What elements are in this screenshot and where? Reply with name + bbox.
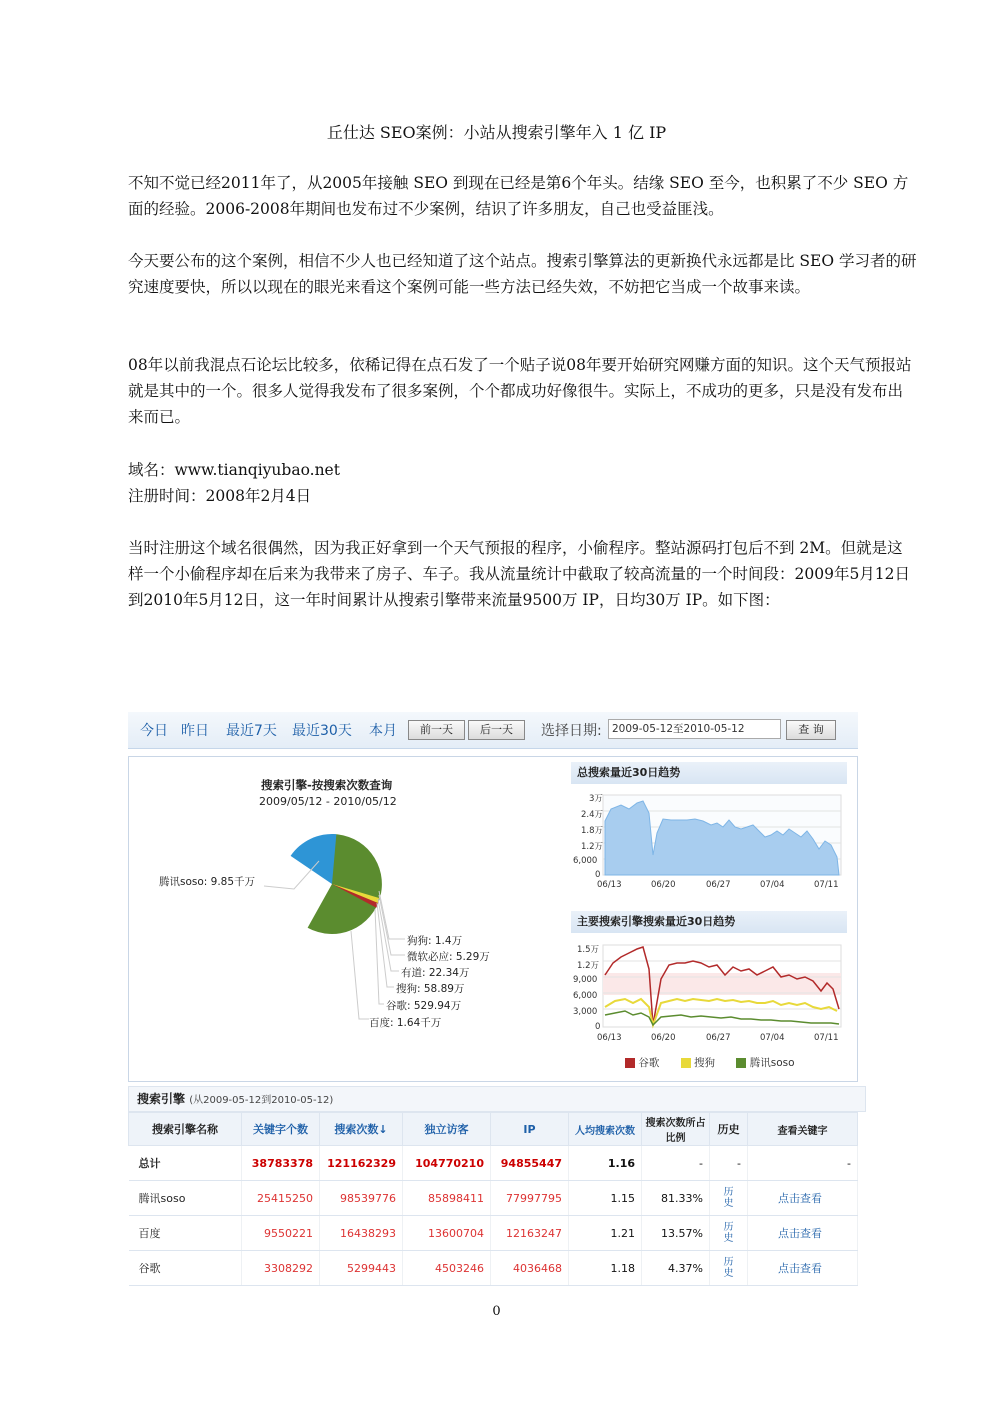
pie-slice-baidu: [288, 830, 336, 884]
total-xtick-0: 06/13: [597, 880, 622, 890]
stats-heading-range: (从2009-05-12到2010-05-12): [189, 1095, 334, 1106]
pie-label-baidu: 百度: 1.64千万: [369, 1017, 442, 1029]
registration-line: 注册时间：2008年2月4日: [128, 487, 312, 505]
engine-legend: [625, 1055, 795, 1070]
col-ip[interactable]: IP: [491, 1113, 569, 1146]
total-ytick-1: 2.4万: [581, 810, 604, 820]
row-avg: 1.21: [569, 1216, 642, 1251]
page-number: 0: [492, 1304, 501, 1319]
row-visitors: 85898411: [403, 1181, 491, 1216]
row-share: 13.57%: [642, 1216, 710, 1251]
table-row: [129, 1251, 858, 1286]
row-name: 腾讯soso: [129, 1181, 242, 1216]
col-engine-name[interactable]: 搜索引擎名称: [129, 1113, 242, 1146]
row-share: 81.33%: [642, 1181, 710, 1216]
paragraph-4: [128, 535, 918, 613]
history-link[interactable]: 历史: [723, 1257, 734, 1279]
legend-swatch-sogou: [681, 1058, 691, 1068]
legend-label-soso: 腾讯soso: [749, 1057, 795, 1069]
history-link[interactable]: 历史: [723, 1222, 734, 1244]
col-keyword-count[interactable]: 关键字个数: [242, 1113, 320, 1146]
row-keywords: 3308292: [242, 1251, 320, 1286]
engine-ytick-1: 1.2万: [577, 961, 600, 971]
view-keywords-link[interactable]: 点击查看: [778, 1227, 822, 1240]
total-keywords: 38783378: [242, 1146, 320, 1181]
row-ip: 4036468: [491, 1251, 569, 1286]
total-name: 总计: [129, 1146, 242, 1181]
row-visitors: 4503246: [403, 1251, 491, 1286]
engine-ytick-0: 1.5万: [577, 945, 600, 955]
nav-today[interactable]: 今日: [140, 723, 168, 739]
engine-ytick-3: 6,000: [573, 991, 598, 1001]
engine-ytick-2: 9,000: [573, 975, 598, 985]
nav-this-month[interactable]: 本月: [369, 723, 397, 739]
engine-xtick-0: 06/13: [597, 1033, 622, 1043]
pie-label-google: 谷歌: 529.94万: [386, 1000, 462, 1012]
total-ytick-3: 1.2万: [581, 842, 604, 852]
baidu-leader-line: [351, 931, 369, 1019]
pie-label-sogou: 搜狗: 58.89万: [396, 983, 465, 995]
row-searches: 98539776: [320, 1181, 403, 1216]
engine-ytick-5: 0: [595, 1022, 601, 1032]
total-ytick-5: 0: [595, 870, 601, 880]
paragraph-4-text: 当时注册这个域名很偶然，因为我正好拿到一个天气预报的程序，小偷程序。整站源码打包后不到 2M。但就是这样一个小偷程序却在后来为我带来了房子、车子。我从流量统计中截取了较高流量的一个时间段：2009年5月12日到2010年5月12日，这一年时间累计从搜索引擎带来流量9500万 IP，日均30万 IP。如下图：: [128, 539, 911, 609]
paragraph-3: [128, 352, 918, 430]
row-searches: 16438293: [320, 1216, 403, 1251]
engine-trend-band: [603, 973, 841, 995]
stats-heading: 搜索引擎: [137, 1092, 186, 1106]
legend-label-google: 谷歌: [638, 1057, 660, 1069]
row-avg: 1.18: [569, 1251, 642, 1286]
row-keywords: 25415250: [242, 1181, 320, 1216]
row-keywords: 9550221: [242, 1216, 320, 1251]
total-ytick-0: 3万: [589, 794, 603, 804]
stats-heading-bar: [128, 1086, 866, 1112]
total-share: -: [642, 1146, 710, 1181]
pie-label-youdao: 有道: 22.34万: [401, 967, 470, 979]
total-searches: 121162329: [320, 1146, 403, 1181]
nav-yesterday[interactable]: 昨日: [181, 723, 209, 739]
col-share: 搜索次数所占比例: [642, 1113, 710, 1146]
col-view-keywords: 查看关键字: [748, 1113, 858, 1146]
view-keywords-link[interactable]: 点击查看: [778, 1192, 822, 1205]
total-xtick-2: 06/27: [706, 880, 731, 890]
prev-day-button[interactable]: 前一天: [408, 720, 465, 740]
date-nav-bar: [128, 712, 858, 749]
nav-last-7-days[interactable]: 最近7天: [226, 723, 277, 739]
total-visitors: 104770210: [403, 1146, 491, 1181]
legend-swatch-soso: [736, 1058, 746, 1068]
engine-trend-chart: [571, 937, 849, 1047]
engine-trend-title: 主要搜索引擎搜索量近30日趋势: [571, 911, 847, 933]
table-row: [129, 1181, 858, 1216]
domain-info: [128, 457, 918, 509]
nav-last-30-days[interactable]: 最近30天: [292, 723, 352, 739]
row-avg: 1.15: [569, 1181, 642, 1216]
row-name: 百度: [129, 1216, 242, 1251]
col-unique-visitors[interactable]: 独立访客: [403, 1113, 491, 1146]
pie-label-bing: 微软必应: 5.29万: [407, 951, 490, 963]
total-trend-title: 总搜索量近30日趋势: [571, 762, 847, 784]
view-keywords-link[interactable]: 点击查看: [778, 1262, 822, 1275]
total-view: -: [748, 1146, 858, 1181]
paragraph-2-text: 今天要公布的这个案例，相信不少人也已经知道了这个站点。搜索引擎算法的更新换代永远都是比 SEO 学习者的研究速度要快，所以以现在的眼光来看这个案例可能一些方法已经失效，不妨把它当成一个故事来读。: [128, 252, 917, 296]
legend-label-sogou: 搜狗: [694, 1057, 716, 1069]
total-xtick-3: 07/04: [760, 880, 785, 890]
sogou-leader-line: [377, 903, 394, 987]
row-name: 谷歌: [129, 1251, 242, 1286]
total-history: -: [710, 1146, 748, 1181]
domain-line: 域名：www.tianqiyubao.net: [128, 461, 340, 479]
row-share: 4.37%: [642, 1251, 710, 1286]
row-visitors: 13600704: [403, 1216, 491, 1251]
engine-xtick-4: 07/11: [814, 1033, 839, 1043]
stats-total-row: [129, 1146, 858, 1181]
engine-xtick-1: 06/20: [651, 1033, 676, 1043]
engine-xtick-2: 06/27: [706, 1033, 731, 1043]
pie-title: 搜索引擎-按搜索次数查询: [261, 778, 393, 792]
charts-panel: [128, 756, 858, 1082]
paragraph-3-text: 08年以前我混点石论坛比较多，依稀记得在点石发了一个贴子说08年要开始研究网赚方面的知识。这个天气预报站就是其中的一个。很多人觉得我发布了很多案例，个个都成功好像很牛。实际上，不成功的更多，只是没有发布出来而已。: [128, 356, 912, 426]
table-row: [129, 1216, 858, 1251]
date-range-input[interactable]: 2009-05-12至2010-05-12: [608, 719, 781, 739]
paragraph-2: [128, 248, 918, 300]
row-ip: 77997795: [491, 1181, 569, 1216]
paragraph-1: [128, 170, 918, 222]
col-avg-search[interactable]: 人均搜索次数: [569, 1113, 642, 1146]
col-history: 历史: [710, 1113, 748, 1146]
history-link[interactable]: 历史: [723, 1187, 734, 1209]
total-ytick-2: 1.8万: [581, 826, 604, 836]
date-label: 选择日期:: [541, 723, 602, 739]
total-avg: 1.16: [569, 1146, 642, 1181]
row-ip: 12163247: [491, 1216, 569, 1251]
total-ip: 94855447: [491, 1146, 569, 1181]
paragraph-1-text: 不知不觉已经2011年了，从2005年接触 SEO 到现在已经是第6个年头。结缘 SEO 至今，也积累了不少 SEO 方面的经验。2006-2008年期间也发布过不少案例，结识了许多朋友，自己也受益匪浅。: [128, 174, 909, 218]
legend-swatch-google: [625, 1058, 635, 1068]
col-search-count[interactable]: 搜索次数↓: [320, 1113, 403, 1146]
analytics-screenshot: [128, 712, 860, 1279]
pie-date-range: 2009/05/12 - 2010/05/12: [259, 795, 397, 808]
engine-ytick-4: 3,000: [573, 1007, 598, 1017]
query-button[interactable]: 查 询: [786, 720, 836, 740]
total-ytick-4: 6,000: [573, 856, 598, 866]
stats-table: [128, 1112, 858, 1286]
next-day-button[interactable]: 后一天: [468, 720, 525, 740]
pie-chart: [129, 757, 549, 1081]
row-searches: 5299443: [320, 1251, 403, 1286]
document-title: 丘仕达 SEO案例：小站从搜索引擎年入 1 亿 IP: [326, 123, 667, 142]
pie-label-gougou: 狗狗: 1.4万: [407, 935, 463, 947]
total-xtick-4: 07/11: [814, 880, 839, 890]
total-xtick-1: 06/20: [651, 880, 676, 890]
stats-header-row: [129, 1113, 858, 1146]
pie-label-soso: 腾讯soso: 9.85千万: [159, 876, 256, 888]
engine-xtick-3: 07/04: [760, 1033, 785, 1043]
